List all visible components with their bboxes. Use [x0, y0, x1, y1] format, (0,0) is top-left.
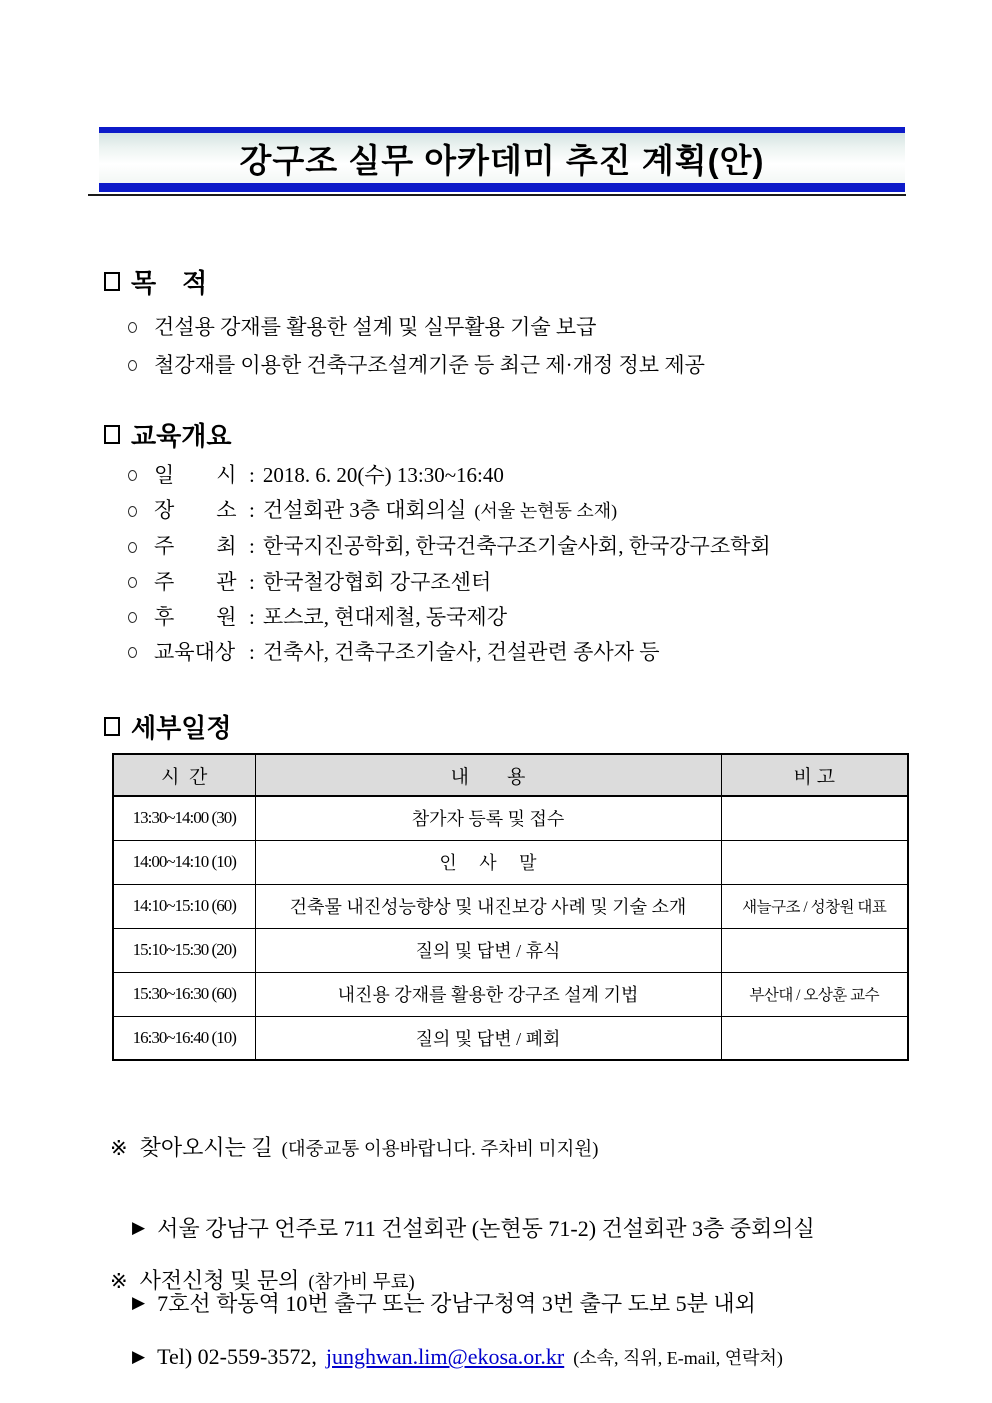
- circle-bullet-icon: [128, 542, 137, 553]
- table-row: [113, 840, 908, 884]
- overview-label: 주 관: [154, 569, 237, 594]
- cell-note: [721, 928, 908, 972]
- cell-note: [721, 840, 908, 884]
- overview-label: 장 소: [154, 498, 237, 523]
- colon: :: [249, 640, 255, 665]
- page-title: 강구조 실무 아카데미 추진 계획(안): [239, 141, 765, 179]
- reference-mark-icon: ※: [110, 1269, 128, 1293]
- list-item: [128, 346, 705, 384]
- cell-content: 질의 및 답변 / 폐회: [255, 1016, 721, 1060]
- overview-label: 일 시: [154, 463, 237, 487]
- list-item: [128, 600, 771, 635]
- circle-bullet-icon: [128, 647, 137, 658]
- contact-heading-note: (참가비 무료): [308, 1273, 415, 1293]
- overview-value: 건축사, 건축구조기술사, 건설관련 종사자 등: [262, 640, 660, 665]
- directions-item-text: 7호선 학동역 10번 출구 또는 강남구청역 3번 출구 도보 5분 내외: [157, 1291, 756, 1316]
- directions-heading: [110, 1131, 815, 1162]
- directions-heading-text: 찾아오시는 길: [139, 1135, 273, 1160]
- circle-bullet-icon: [128, 322, 137, 333]
- overview-label: 교육대상: [154, 640, 236, 665]
- banner-underline: [88, 194, 906, 196]
- purpose-item-text: 건설용 강재를 활용한 설계 및 실무활용 기술 보급: [154, 315, 597, 339]
- section-heading-schedule: [104, 708, 231, 745]
- cell-time: 15:30~16:30 (60): [113, 972, 255, 1016]
- col-header-content: 내 용: [255, 754, 721, 796]
- cell-time: 14:00~14:10 (10): [113, 840, 255, 884]
- cell-time: 14:10~15:10 (60): [113, 884, 255, 928]
- overview-list: [128, 458, 771, 670]
- colon: :: [249, 498, 255, 523]
- circle-bullet-icon: [128, 470, 137, 481]
- contact-heading-text: 사전신청 및 문의: [139, 1268, 300, 1293]
- reference-mark-icon: ※: [110, 1136, 128, 1160]
- directions-item-text: 서울 강남구 언주로 711 건설회관 (논현동 71-2) 건설회관 3층 중회의실: [157, 1216, 815, 1241]
- overview-value: 2018. 6. 20(수) 13:30~16:40: [262, 463, 504, 487]
- colon: :: [249, 604, 255, 629]
- section-heading-purpose: [104, 263, 207, 300]
- cell-note: [721, 1016, 908, 1060]
- purpose-list: [128, 308, 705, 384]
- table-row: [113, 1016, 908, 1060]
- section-heading-purpose-label: 목 적: [131, 268, 208, 298]
- list-item: [128, 493, 771, 529]
- colon: :: [249, 569, 255, 594]
- title-banner: [99, 127, 905, 192]
- list-item: [128, 529, 771, 564]
- email-link[interactable]: junghwan.lim@ekosa.or.kr: [325, 1344, 565, 1369]
- cell-time: 15:10~15:30 (20): [113, 928, 255, 972]
- table-row: [113, 884, 908, 928]
- cell-note: 새늘구조 / 성창원 대표: [721, 884, 908, 928]
- tel-number: Tel) 02-559-3572,: [157, 1344, 317, 1369]
- col-header-note: 비 고: [721, 754, 908, 796]
- banner-body: [99, 133, 905, 183]
- cell-content: 건축물 내진성능향상 및 내진보강 사례 및 기술 소개: [255, 884, 721, 928]
- section-heading-schedule-label: 세부일정: [131, 713, 232, 743]
- section-heading-overview: [104, 416, 231, 453]
- schedule-table: [112, 753, 909, 1061]
- table-row: [113, 796, 908, 840]
- col-header-time: 시 간: [113, 754, 255, 796]
- cell-content: 내진용 강재를 활용한 강구조 설계 기법: [255, 972, 721, 1016]
- cell-time: 16:30~16:40 (10): [113, 1016, 255, 1060]
- list-item: [128, 565, 771, 600]
- table-header-row: [113, 754, 908, 796]
- overview-value-note: (서울 논현동 소재): [474, 501, 618, 522]
- cell-time: 13:30~14:00 (30): [113, 796, 255, 840]
- purpose-item-text: 철강재를 이용한 건축구조설계기준 등 최근 제·개정 정보 제공: [154, 353, 705, 377]
- contact-required-info: (소속, 직위, E-mail, 연락처): [573, 1348, 783, 1368]
- cell-content: 질의 및 답변 / 휴식: [255, 928, 721, 972]
- table-row: [113, 928, 908, 972]
- cell-content: 인 사 말: [255, 840, 721, 884]
- circle-bullet-icon: [128, 506, 137, 517]
- directions-heading-note: (대중교통 이용바랍니다. 주차비 미지원): [281, 1140, 599, 1160]
- colon: :: [249, 463, 255, 487]
- contact-tel-line: [132, 1344, 783, 1370]
- overview-value: 포스코, 현대제철, 동국제강: [262, 604, 507, 629]
- list-item: [128, 635, 771, 670]
- overview-value: 한국지진공학회, 한국건축구조기술사회, 한국강구조학회: [262, 534, 771, 559]
- arrow-bullet-icon: ▶: [132, 1292, 146, 1312]
- list-item: [128, 458, 771, 493]
- contact-block: [110, 1228, 783, 1403]
- cell-note: [721, 796, 908, 840]
- arrow-bullet-icon: ▶: [132, 1217, 146, 1237]
- table-row: [113, 972, 908, 1016]
- circle-bullet-icon: [128, 612, 137, 623]
- arrow-bullet-icon: ▶: [132, 1347, 146, 1366]
- checkbox-icon: [104, 272, 120, 291]
- circle-bullet-icon: [128, 577, 137, 588]
- colon: :: [249, 534, 255, 559]
- contact-heading: [110, 1264, 783, 1295]
- overview-value: 한국철강협회 강구조센터: [262, 569, 492, 594]
- cell-content: 참가자 등록 및 접수: [255, 796, 721, 840]
- banner-bottom-bar: [99, 183, 905, 192]
- section-heading-overview-label: 교육개요: [131, 421, 232, 451]
- circle-bullet-icon: [128, 360, 137, 371]
- list-item: [128, 308, 705, 346]
- overview-label: 후 원: [154, 604, 237, 629]
- checkbox-icon: [104, 425, 120, 444]
- overview-value: 건설회관 3층 대회의실: [262, 498, 467, 523]
- overview-label: 주 최: [154, 534, 237, 559]
- checkbox-icon: [104, 717, 120, 736]
- cell-note: 부산대 / 오상훈 교수: [721, 972, 908, 1016]
